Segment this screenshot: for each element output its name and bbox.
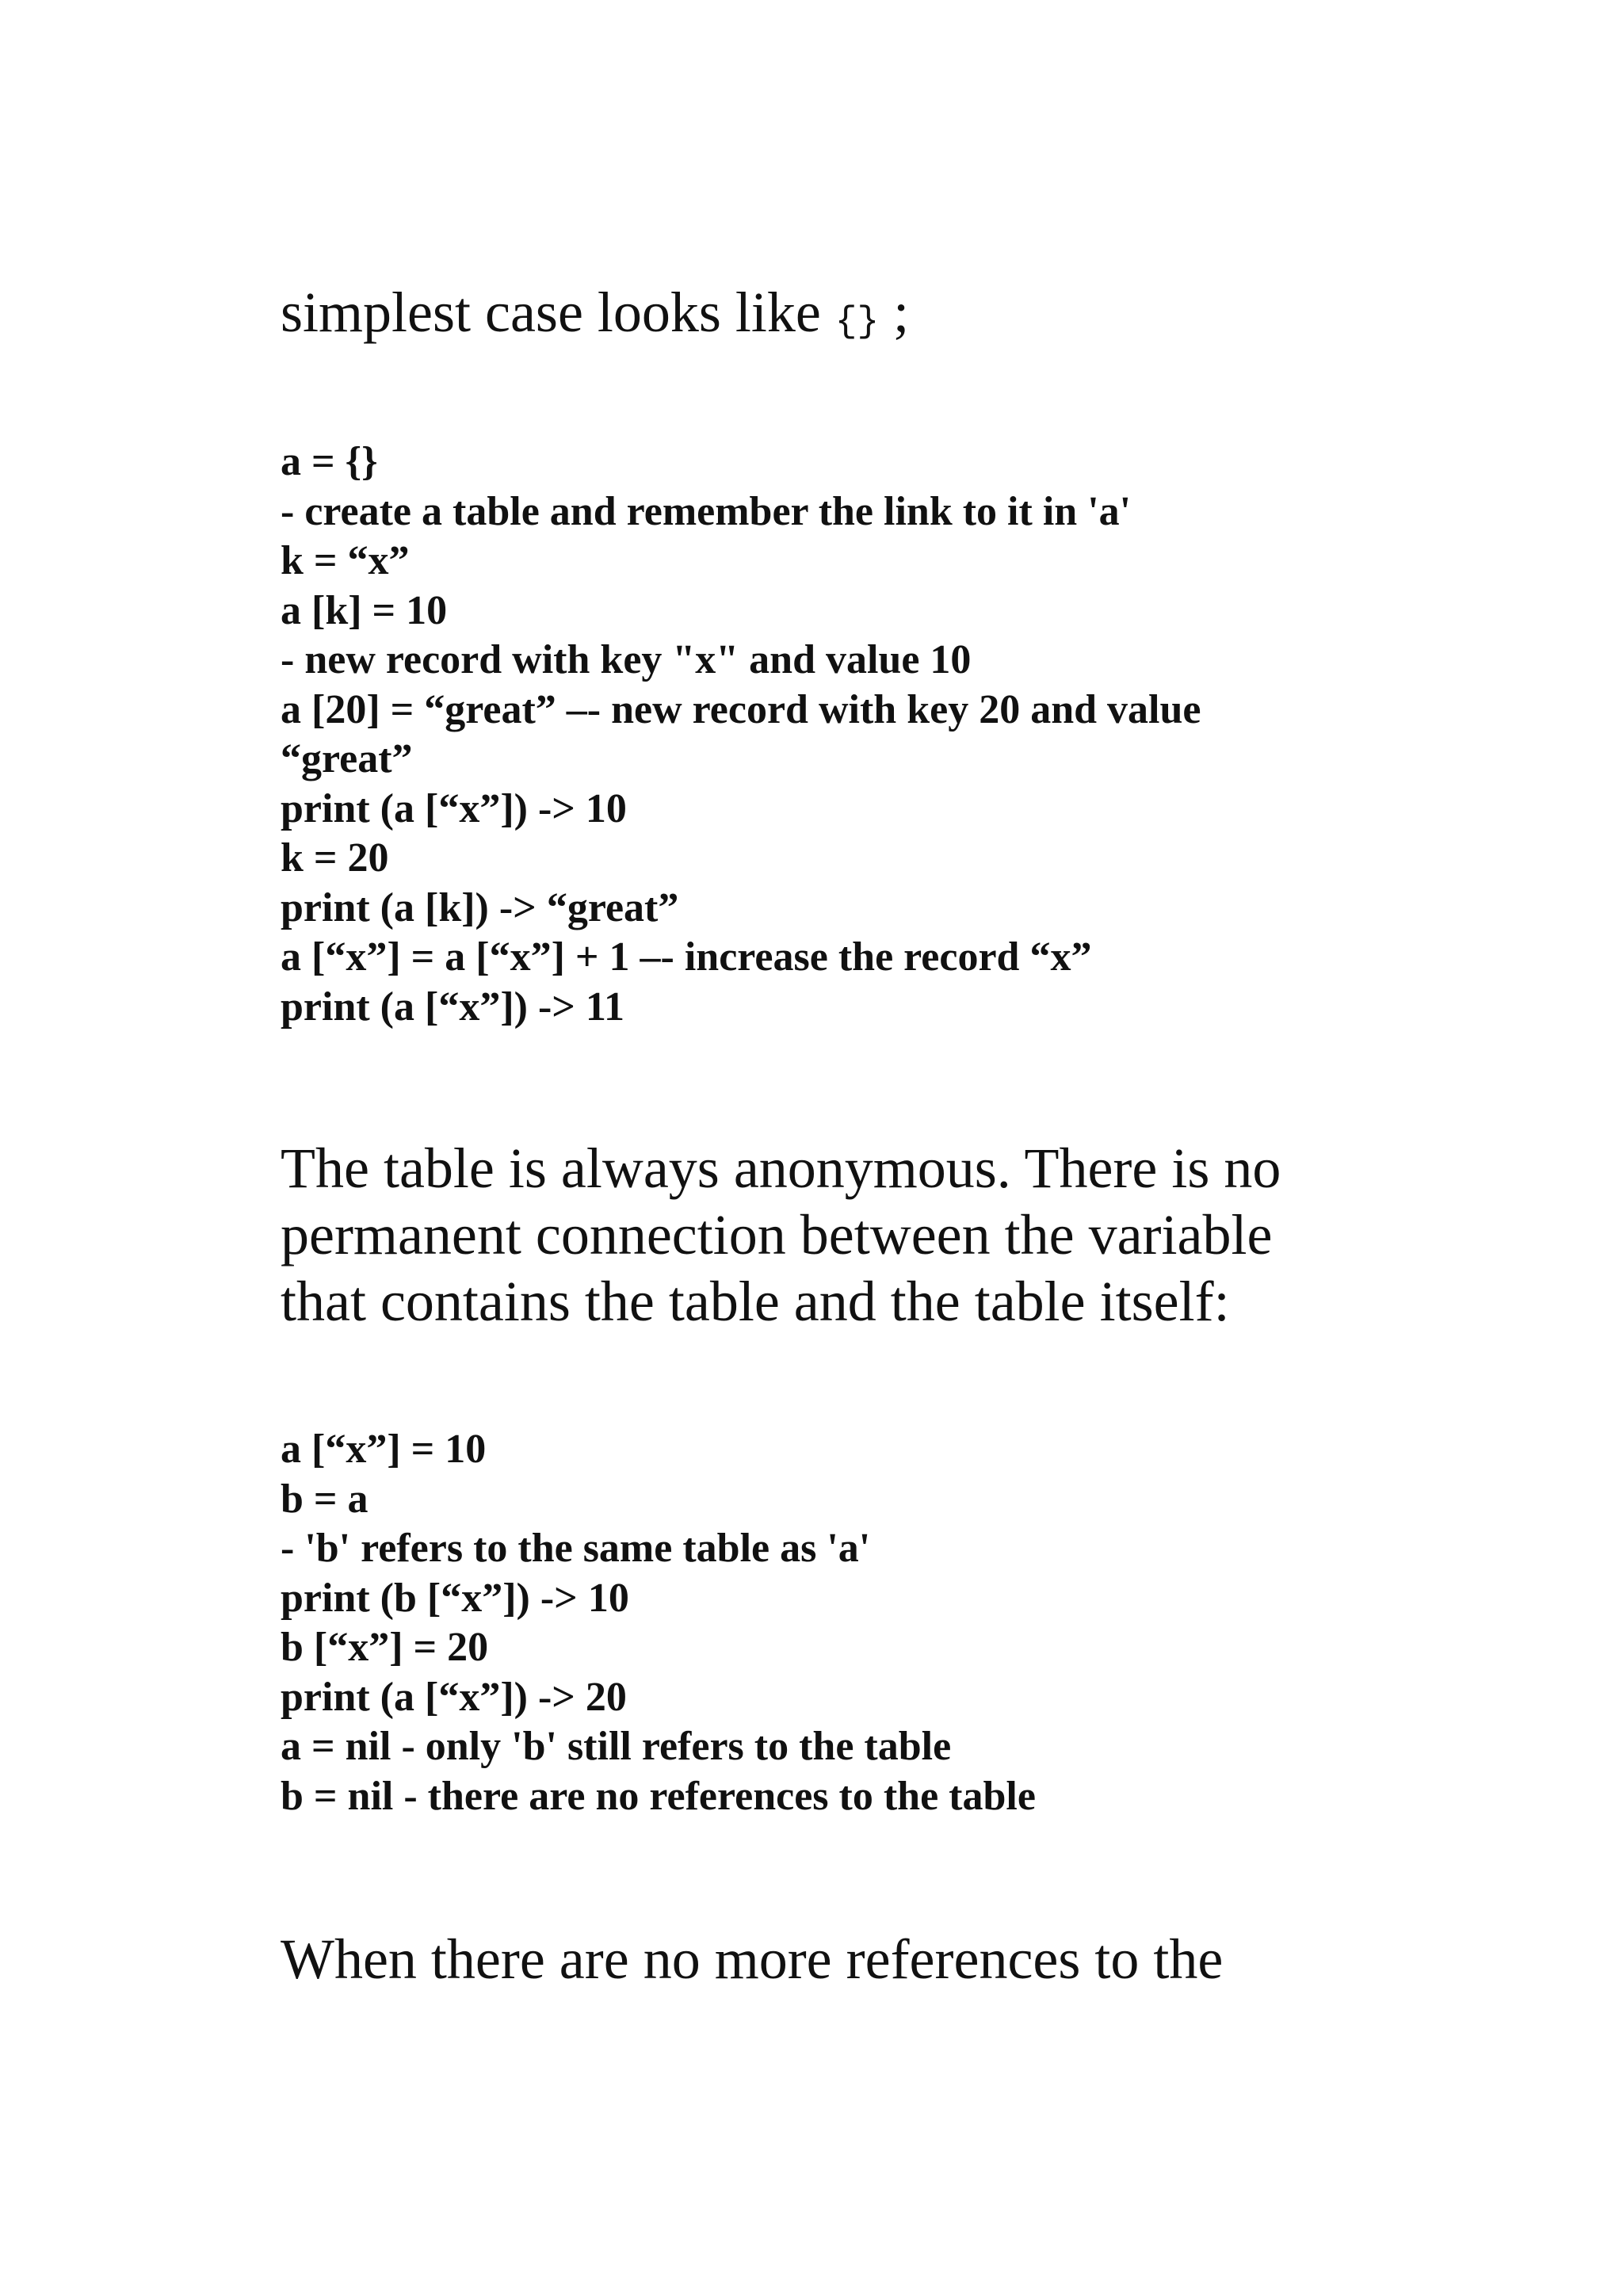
code-line: print (b [“x”]) -> 10 (281, 1575, 629, 1621)
code-line: - create a table and remember the link to it in 'a' (281, 488, 1132, 534)
code-line: k = “x” (281, 538, 410, 583)
intro-text: simplest case looks like (281, 281, 835, 344)
code-line: k = 20 (281, 835, 389, 881)
paragraph-no-references (281, 1926, 1469, 1992)
code-line: “great” (281, 736, 413, 781)
code-line: b [“x”] = 20 (281, 1625, 489, 1670)
code-line: a [“x”] = 10 (281, 1427, 487, 1472)
code-line: print (a [k]) -> “great” (281, 884, 679, 930)
code-block-references (281, 1425, 1469, 1821)
code-line: a = {} (281, 439, 378, 484)
code-line: a [k] = 10 (281, 587, 448, 633)
code-line: a [20] = “great” –- new record with key 20 and value (281, 686, 1201, 732)
inline-code-braces: {} (834, 301, 880, 342)
paragraph-line: The table is always anonymous. There is no (281, 1137, 1281, 1200)
intro-semicolon: ; (879, 281, 910, 344)
paragraph-anonymous-table (281, 1135, 1469, 1335)
paragraph-line: permanent connection between the variable (281, 1203, 1273, 1266)
code-line: - new record with key "x" and value 10 (281, 637, 972, 682)
code-block-table-basics (281, 437, 1469, 1032)
code-line: print (a [“x”]) -> 10 (281, 785, 627, 831)
code-line: print (a [“x”]) -> 20 (281, 1674, 627, 1720)
code-line: print (a [“x”]) -> 11 (281, 984, 625, 1030)
code-line: b = nil - there are no references to the table (281, 1773, 1036, 1819)
code-line: a = nil - only 'b' still refers to the table (281, 1724, 952, 1769)
code-line: - 'b' refers to the same table as 'a' (281, 1526, 871, 1571)
code-line: b = a (281, 1476, 369, 1522)
paragraph-line: that contains the table and the table itself: (281, 1270, 1230, 1333)
paragraph-line: When there are no more references to the (281, 1927, 1224, 1991)
code-line: a [“x”] = a [“x”] + 1 –- increase the record “x” (281, 934, 1092, 980)
intro-line (281, 279, 1469, 355)
